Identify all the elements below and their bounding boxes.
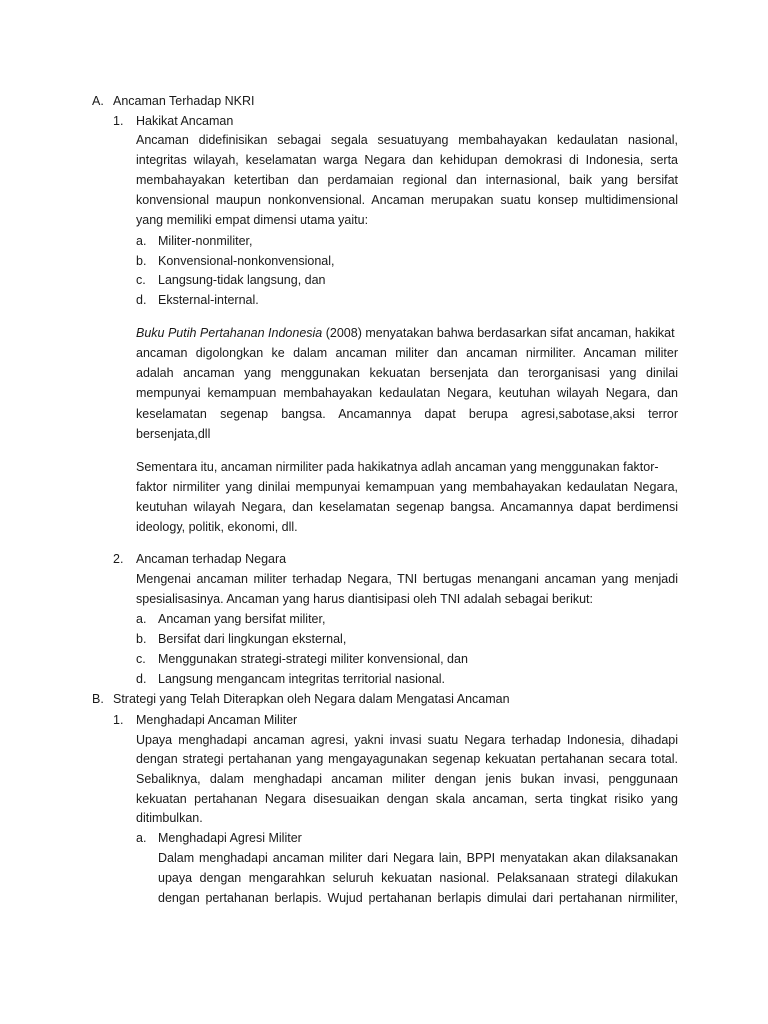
list-item: Menggunakan strategi-strategi militer konvensional, dan (158, 652, 468, 666)
paragraph-line: integritas wilayah, keselamatan warga Negara dan kehidupan demokrasi di Indonesia, serta (136, 153, 678, 167)
list-item: Konvensional-nonkonvensional, (158, 254, 335, 268)
paragraph-line: faktor nirmiliter yang dinilai mempunyai kemampuan yang membahayakan kedaulatan Negara, (136, 480, 678, 494)
section-b-marker: B. (92, 692, 104, 706)
sub-a-marker: a. (136, 831, 147, 845)
paragraph-line: ideology, politik, ekonomi, dll. (136, 520, 298, 534)
book-title: Buku Putih Pertahanan Indonesia (136, 326, 323, 340)
item-b1-marker: 1. (113, 713, 124, 727)
item-a1-marker: 1. (113, 114, 124, 128)
list-marker: c. (136, 273, 146, 287)
paragraph-line: ditimbulkan. (136, 811, 203, 825)
list-item: Ancaman yang bersifat militer, (158, 612, 326, 626)
list-item: Langsung mengancam integritas territorial nasional. (158, 672, 445, 686)
item-a2-marker: 2. (113, 552, 124, 566)
list-item: Bersifat dari lingkungan eksternal, (158, 632, 347, 646)
item-b1-title: Menghadapi Ancaman Militer (136, 713, 298, 727)
list-item: Militer-nonmiliter, (158, 234, 253, 248)
list-marker: d. (136, 672, 147, 686)
paragraph-line: Upaya menghadapi ancaman agresi, yakni invasi suatu Negara terhadap Indonesia, dihadapi (136, 733, 678, 747)
paragraph-line: yang memiliki empat dimensi utama yaitu: (136, 213, 369, 227)
list-item: Eksternal-internal. (158, 293, 259, 307)
paragraph-line: kekuatan pertahanan Negara disesuaikan dengan skala ancaman, serta tingkat risiko yang (136, 792, 678, 806)
paragraph-line: ancaman digolongkan ke dalam ancaman militer dan ancaman nirmiliter. Ancaman militer (136, 346, 678, 360)
paragraph-line: membahayakan ketertiban dan perdamaian regional dan internasional, baik yang bersifat (136, 173, 678, 187)
paragraph-line: Sementara itu, ancaman nirmiliter pada hakikatnya adlah ancaman yang menggunakan faktor- (136, 460, 659, 474)
paragraph-line: Ancaman didefinisikan sebagai segala sesuatuyang membahayakan kedaulatan nasional, (136, 133, 678, 147)
list-marker: b. (136, 632, 147, 646)
section-a-title: Ancaman Terhadap NKRI (113, 94, 255, 108)
paragraph-line: Sebaliknya, dalam menghadapi ancaman militer dengan jenis bukan invasi, penggunaan (136, 772, 678, 786)
sub-a-title: Menghadapi Agresi Militer (158, 831, 302, 845)
list-marker: a. (136, 612, 147, 626)
item-a1-title: Hakikat Ancaman (136, 114, 234, 128)
paragraph-line: upaya dengan mengarahkan seluruh kekuatan nasional. Pelaksanaan strategi dilakukan (158, 871, 678, 885)
item-a2-title: Ancaman terhadap Negara (136, 552, 287, 566)
paragraph-line: dengan strategi pertahanan yang mengayagunakan segenap kekuatan pertahanan secara total. (136, 752, 678, 766)
paragraph-line: bersenjata,dll (136, 427, 211, 441)
paragraph-line-rest: (2008) menyatakan bahwa berdasarkan sifat ancaman, hakikat (322, 326, 675, 340)
section-a-marker: A. (92, 94, 104, 108)
paragraph-line: spesialisasinya. Ancaman yang harus diantisipasi oleh TNI adalah sebagai berikut: (136, 592, 593, 606)
paragraph-line: adalah ancaman yang menggunakan kekuatan bersenjata dan terorganisasi yang dinilai (136, 366, 678, 380)
paragraph-line: keselamatan segenap bangsa. Ancamannya dapat berupa agresi,sabotase,aksi terror (136, 407, 678, 421)
paragraph-line: Dalam menghadapi ancaman militer dari Negara lain, BPPI menyatakan akan dilaksanakan (158, 851, 678, 865)
paragraph-line: dengan pertahanan berlapis. Wujud pertahanan berlapis dimulai dari pertahanan nirmiliter, (158, 891, 678, 905)
list-marker: c. (136, 652, 146, 666)
section-b-title: Strategi yang Telah Diterapkan oleh Negara dalam Mengatasi Ancaman (113, 692, 510, 706)
list-marker: b. (136, 254, 147, 268)
paragraph-line: Mengenai ancaman militer terhadap Negara, TNI bertugas menangani ancaman yang menjadi (136, 572, 678, 586)
paragraph-line (136, 325, 675, 341)
paragraph-line: keutuhan wilayah Negara, dan keselamatan segenap bangsa. Ancamannya dapat berdimensi (136, 500, 678, 514)
paragraph-line: mempunyai kemampuan membahayakan kedaulatan Negara, keutuhan wilayah Negara, dan (136, 386, 678, 400)
list-marker: a. (136, 234, 147, 248)
list-marker: d. (136, 293, 147, 307)
list-item: Langsung-tidak langsung, dan (158, 273, 326, 287)
paragraph-line: konvensional maupun nonkonvensional. Ancaman merupakan suatu konsep multidimensional (136, 193, 678, 207)
